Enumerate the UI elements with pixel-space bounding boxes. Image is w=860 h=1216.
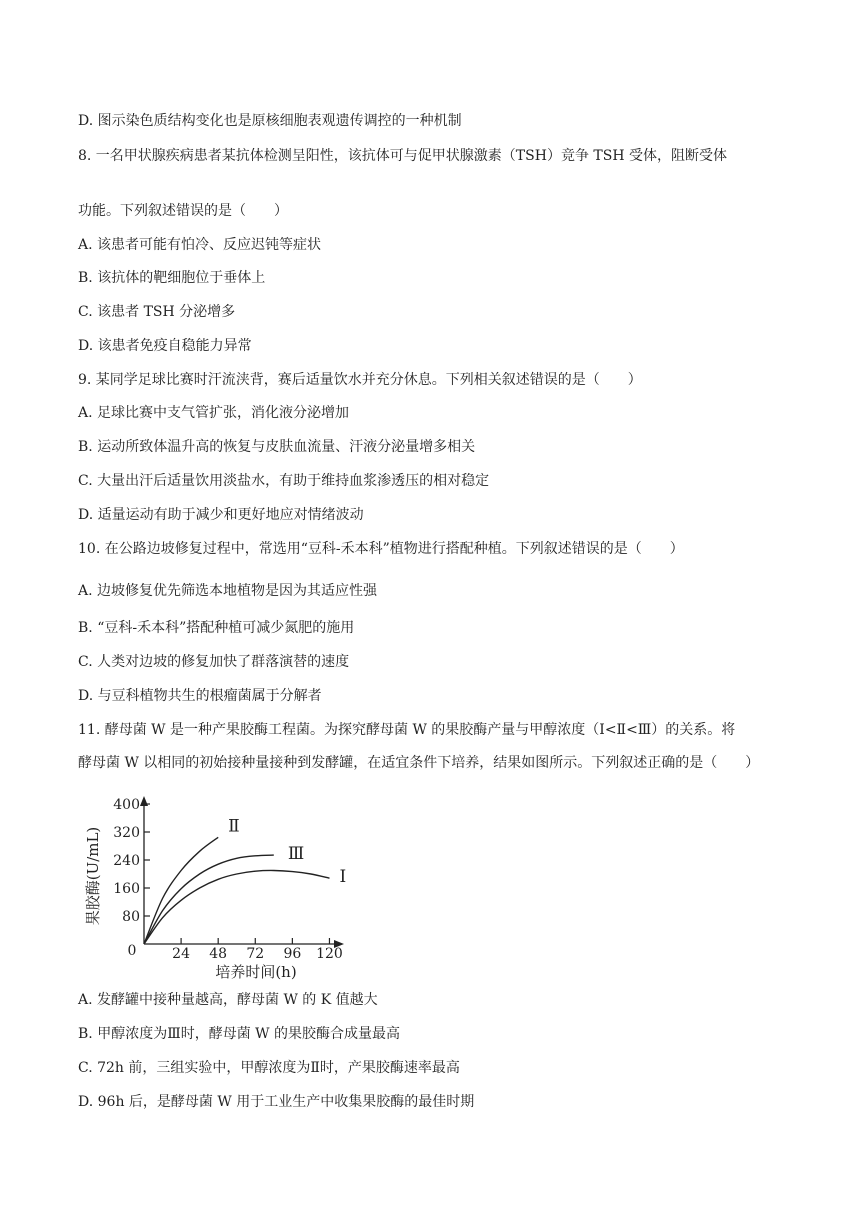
y-tick-label: 80 (122, 909, 140, 925)
q9-option-c: C. 大量出汗后适量饮用淡盐水，有助于维持血浆渗透压的相对稳定 (78, 473, 490, 489)
series-label: Ⅰ (339, 867, 347, 888)
q8-option-b: B. 该抗体的靶细胞位于垂体上 (78, 270, 266, 286)
series-line (144, 855, 274, 944)
y-tick-label: 320 (113, 825, 140, 841)
x-tick-label: 120 (316, 946, 343, 962)
origin-label: 0 (127, 943, 137, 959)
y-axis-title: 果胶酶(U/mL) (84, 826, 102, 926)
series-label: Ⅲ (287, 844, 305, 865)
q10-option-a: A. 边坡修复优先筛选本地植物是因为其适应性强 (78, 583, 378, 599)
q8-option-a: A. 该患者可能有怕冷、反应迟钝等症状 (78, 237, 322, 253)
text-line-d-option: D. 图示染色质结构变化也是原核细胞表观遗传调控的一种机制 (78, 113, 462, 129)
question-8-stem-cont: 功能。下列叙述错误的是（ ） (78, 203, 288, 219)
series-line (144, 870, 330, 944)
q9-option-b: B. 运动所致体温升高的恢复与皮肤血流量、汗液分泌量增多相关 (78, 439, 476, 455)
x-tick-label: 24 (172, 946, 191, 962)
q8-option-d: D. 该患者免疫自稳能力异常 (78, 338, 252, 354)
q9-option-a: A. 足球比赛中支气管扩张，消化液分泌增加 (78, 405, 350, 421)
question-9-stem: 9. 某同学足球比赛时汗流浃背，赛后适量饮水并充分休息。下列相关叙述错误的是（ ） (78, 372, 642, 388)
x-tick-label: 96 (283, 946, 302, 962)
question-10-stem: 10. 在公路边坡修复过程中，常选用“豆科-禾本科”植物进行搭配种植。下列叙述错误的是（ ） (78, 541, 684, 557)
pectinase-chart (78, 792, 358, 984)
q11-option-c: C. 72h 前，三组实验中，甲醇浓度为Ⅱ时，产果胶酶速率最高 (78, 1060, 460, 1076)
question-11-stem-cont: 酵母菌 W 以相同的初始接种量接种到发酵罐，在适宜条件下培养，结果如图所示。下列叙述正确的是（ ） (78, 755, 760, 771)
q11-option-b: B. 甲醇浓度为Ⅲ时，酵母菌 W 的果胶酶合成量最高 (78, 1026, 400, 1042)
x-axis-title: 培养时间(h) (215, 963, 297, 981)
x-tick-label: 48 (209, 946, 228, 962)
q8-option-c: C. 该患者 TSH 分泌增多 (78, 304, 236, 320)
q11-option-a: A. 发酵罐中接种量越高，酵母菌 W 的 K 值越大 (78, 992, 378, 1008)
y-tick-label: 400 (113, 797, 140, 813)
series-label: Ⅱ (228, 816, 240, 837)
question-8-stem: 8. 一名甲状腺疾病患者某抗体检测呈阳性，该抗体可与促甲状腺激素（TSH）竞争 TSH 受体，阻断受体 (78, 148, 727, 164)
chart-axes (140, 796, 347, 948)
q9-option-d: D. 适量运动有助于减少和更好地应对情绪波动 (78, 507, 364, 523)
y-tick-label: 240 (113, 853, 140, 869)
series-lines (144, 816, 346, 944)
q10-option-c: C. 人类对边坡的修复加快了群落演替的速度 (78, 654, 350, 670)
q10-option-b: B. “豆科-禾本科”搭配种植可减少氮肥的施用 (78, 620, 355, 636)
question-11-stem: 11. 酵母菌 W 是一种产果胶酶工程菌。为探究酵母菌 W 的果胶酶产量与甲醇浓度（Ⅰ<Ⅱ<Ⅲ）的关系。将 (78, 722, 736, 738)
q10-option-d: D. 与豆科植物共生的根瘤菌属于分解者 (78, 688, 322, 704)
q11-option-d: D. 96h 后，是酵母菌 W 用于工业生产中收集果胶酶的最佳时期 (78, 1094, 475, 1110)
x-tick-label: 72 (246, 946, 265, 962)
y-tick-label: 160 (113, 881, 140, 897)
x-ticks (172, 938, 343, 962)
